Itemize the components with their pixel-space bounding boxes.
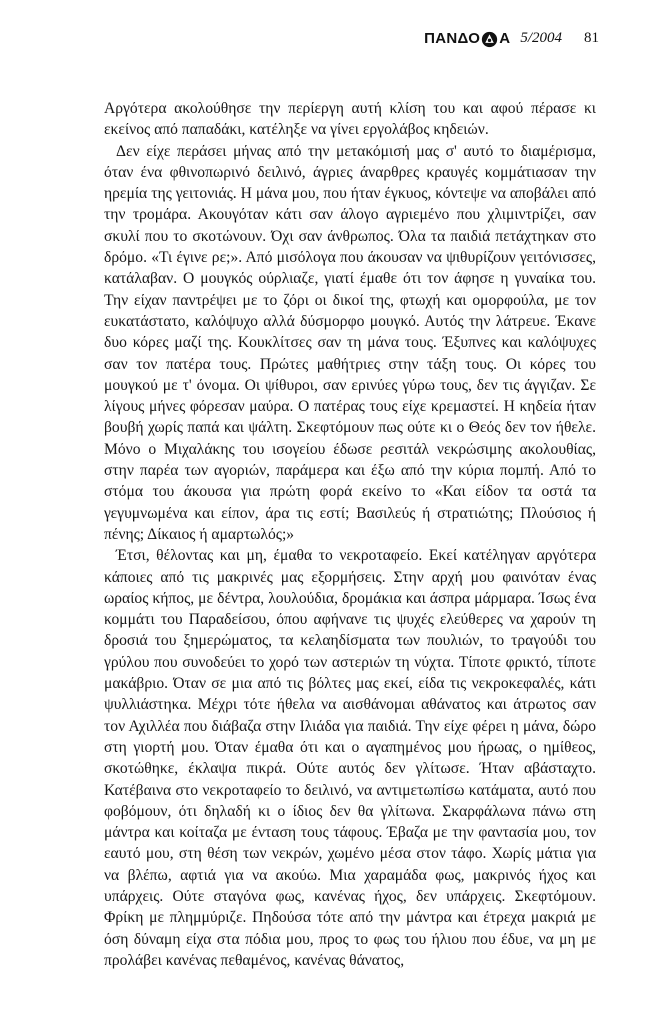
journal-logo-icon [481,31,498,48]
issue-number: 5/2004 [520,30,562,47]
page-number: 81 [584,30,599,47]
running-header [424,30,599,48]
paragraph-2: Δεν είχε περάσει μήνας από την μετακόμισή μας σ' αυτό το διαμέρισμα, όταν ένα φθινοπωρινό δειλινό, άγριες άναρθρες κραυγές κομμάτιασαν την ηρεμία της γειτονιάς. Η μάνα μου, που ήταν έγκυος, κόντεψε να αποβάλει από την τρομάρα. Ακουγόταν κάτι σαν άλογο αγριεμένο που χλιμιντρίζει, σαν σκυλί που το σκοτώνουν. Όχι σαν άνθρωπος. Όλα τα παιδιά πετάχτηκαν στο δρόμο. «Τι έγινε ρε;». Από μισόλογα που άκουσαν να ψιθυρίζουν γειτόνισσες, κατάλαβαν. Ο μουγκός ούρλιαζε, γιατί έμαθε ότι τον άφησε η γυναίκα του. Την είχαν παντρέψει με το ζόρι οι δικοί της, φτωχή και ομορφούλα, με τον ευκατάστατο, καλόψυχο αλλά δύσμορφο μουγκό. Αυτός την λάτρευε. Έκανε δυο κόρες μαζί της. Κουκλίτσες σαν τη μάνα τους. Έξυπνες και καλόψυχες σαν τον πατέρα τους. Πρώτες μαθήτριες στην τάξη τους. Οι κόρες του μουγκού με τ' όνομα. Οι ψίθυροι, σαν ερινύες γύρω τους, δεν τις άγγιζαν. Σε λίγους μήνες φόρεσαν μαύρα. Ο πατέρας τους είχε κρεμαστεί. Η κηδεία ήταν βουβή χωρίς παπά και ψάλτη. Σκεφτόμουν πως ούτε κι ο Θεός δεν τον ήθελε. Μόνο ο Μιχαλάκης του ισογείου έδωσε ρεσιτάλ νεκρώσιμης ακολουθίας, στην παρέα των αγοριών, παράμερα και έξω από την κύρια πομπή. Από το στόμα του άκουσα για πρώτη φορά εκείνο το «Και είδον τα οστά τα γεγυμνωμένα και είπον, άρα τις εστί; Βασιλεύς ή στρατιώτης; Πλούσιος ή πένης; Δίκαιος ή αμαρτωλός;» [104,142,596,543]
journal-title-suffix: Α [499,30,511,47]
paragraph-1: Αργότερα ακολούθησε την περίεργη αυτή κλίση του και αφού πέρασε κι εκείνος από παπαδάκι, κατέληξε να γίνει εργολάβος κηδειών. [104,100,596,139]
paragraph-3: Έτσι, θέλοντας και μη, έμαθα το νεκροταφείο. Εκεί κατέληγαν αργότερα κάποιες από τις μακρινές μας εξορμήσεις. Στην αρχή μου φαινόταν ένας ωραίος κήπος, με δέντρα, λουλούδια, δρομάκια και άσπρα μάρμαρα. Ίσως ένα κομμάτι του Παραδείσου, όπου αφήνανε τις ψυχές ελεύθερες να χαρούν τη δροσιά του ξημερώματος, τα κελαηδίσματα των πουλιών, το τραγούδι του γρύλου που συνοδεύει το χορό των αστεριών τη νύχτα. Τίποτε φρικτό, τίποτε μακάβριο. Όταν σε μια από τις βόλτες μας εκεί, είδα τις νεκροκεφαλές, κάτι ψυλλιάστηκα. Μέχρι τότε ήθελα να αισθάνομαι αθάνατος και άτρωτος σαν τον Αχιλλέα που διάβαζα στην Ιλιάδα για παιδιά. Την είχε φέρει η μάνα, δώρο στη γιορτή μου. Όταν έμαθα ότι και ο αγαπημένος μου ήρωας, ο ημίθεος, σκοτώθηκε, έκλαψα πικρά. Ούτε αυτός δεν γλίτωσε. Ήταν αβάσταχτο. Κατέβαινα στο νεκροταφείο το δειλινό, να αντιμετωπίσω κατάματα, αυτό που φοβόμουν, ότι δηλαδή κι ο ίδιος δεν θα γλίτωνα. Σκαρφάλωνα πάνω στη μάντρα και κοίταζα με ένταση τους τάφους. Έβαζα με την φαντασία μου, τον εαυτό μου, στη θέση των νεκρών, χωμένο μέσα στον τάφο. Χωρίς μάτια για να βλέπω, αφτιά για να ακούω. Μια χαραμάδα φως, μακρινός ήχος και υπάρχεις. Ούτε σταγόνα φως, κανένας ήχος, δεν υπάρχεις. Σκεφτόμουν. Φρίκη με πλημμύριζε. Πηδούσα τότε από την μάντρα και έτρεχα μακριά με όση δύναμη είχα στα πόδια μου, προς το φως του ήλιου που έδυε, να μη με προλάβει κανένας πεθαμένος, κανένας θάνατος, [104,547,596,969]
journal-title [424,30,510,48]
body-text [104,98,596,971]
journal-title-prefix: ΠΑΝΔΟ [424,30,481,47]
